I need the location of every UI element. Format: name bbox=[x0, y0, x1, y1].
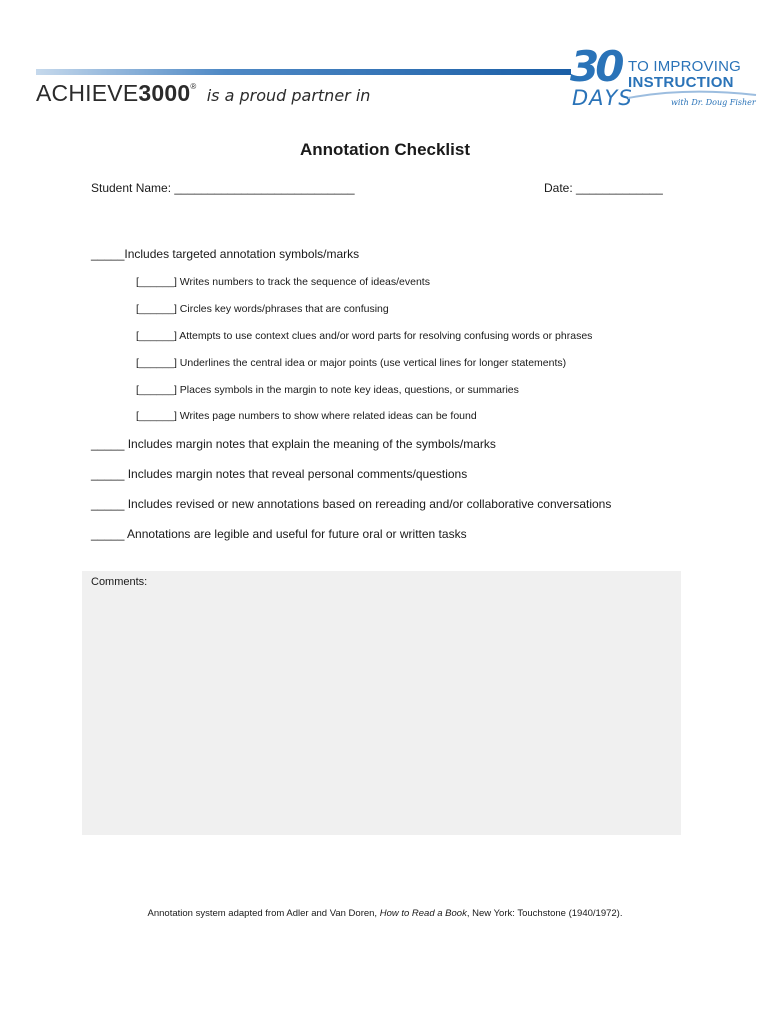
logo-line-2: INSTRUCTION bbox=[628, 74, 734, 91]
checklist-sub-item[interactable]: [______] Attempts to use context clues and/or word parts for resolving confusing words or phrases bbox=[136, 330, 593, 342]
footnote-text: Annotation system adapted from Adler and Van Doren, bbox=[147, 908, 380, 919]
student-name-field[interactable]: Student Name: ___________________________ bbox=[91, 181, 355, 195]
logo-number: 30 bbox=[570, 42, 621, 91]
checklist-item[interactable]: _____ Includes margin notes that explain the meaning of the symbols/marks bbox=[91, 437, 496, 451]
checklist-sub-item[interactable]: [______] Writes page numbers to show where related ideas can be found bbox=[136, 410, 477, 422]
comments-box[interactable] bbox=[82, 571, 681, 835]
brand-logo-text bbox=[36, 80, 190, 106]
checklist-sub-item[interactable]: [______] Circles key words/phrases that are confusing bbox=[136, 303, 389, 315]
checklist-main-item[interactable]: _____Includes targeted annotation symbols/marks bbox=[91, 247, 360, 261]
checklist-sub-item[interactable]: [______] Places symbols in the margin to note key ideas, questions, or summaries bbox=[136, 384, 519, 396]
achieve3000-brand bbox=[36, 80, 370, 107]
logo-days: DAYS bbox=[572, 86, 633, 110]
footnote-book-title: How to Read a Book bbox=[379, 908, 467, 919]
brand-tagline: is a proud partner in bbox=[206, 86, 371, 105]
comments-label: Comments: bbox=[91, 576, 148, 588]
brand-number: 3000 bbox=[138, 80, 191, 106]
thirty-days-logo bbox=[568, 42, 758, 120]
checklist-sub-item[interactable]: [______] Underlines the central idea or major points (use vertical lines for longer statements) bbox=[136, 357, 567, 369]
checklist-item[interactable]: _____ Includes revised or new annotations based on rereading and/or collaborative conversations bbox=[91, 497, 612, 511]
checklist-sub-item[interactable]: [______] Writes numbers to track the sequence of ideas/events bbox=[136, 276, 430, 288]
header-accent-bar bbox=[36, 69, 571, 75]
page-title: Annotation Checklist bbox=[299, 140, 470, 159]
date-field[interactable]: Date: _____________ bbox=[544, 181, 663, 195]
citation-footnote bbox=[0, 908, 770, 919]
footnote-publisher: , New York: Touchstone (1940/1972). bbox=[466, 908, 623, 919]
logo-author: with Dr. Doug Fisher bbox=[671, 98, 756, 107]
checklist-item[interactable]: _____ Annotations are legible and useful for future oral or written tasks bbox=[91, 527, 467, 541]
brand-prefix: ACHIEVE bbox=[36, 80, 139, 106]
checklist-item[interactable]: _____ Includes margin notes that reveal personal comments/questions bbox=[91, 467, 468, 481]
brand-registered-mark: ® bbox=[190, 82, 197, 91]
logo-line-1: TO IMPROVING bbox=[628, 58, 741, 75]
